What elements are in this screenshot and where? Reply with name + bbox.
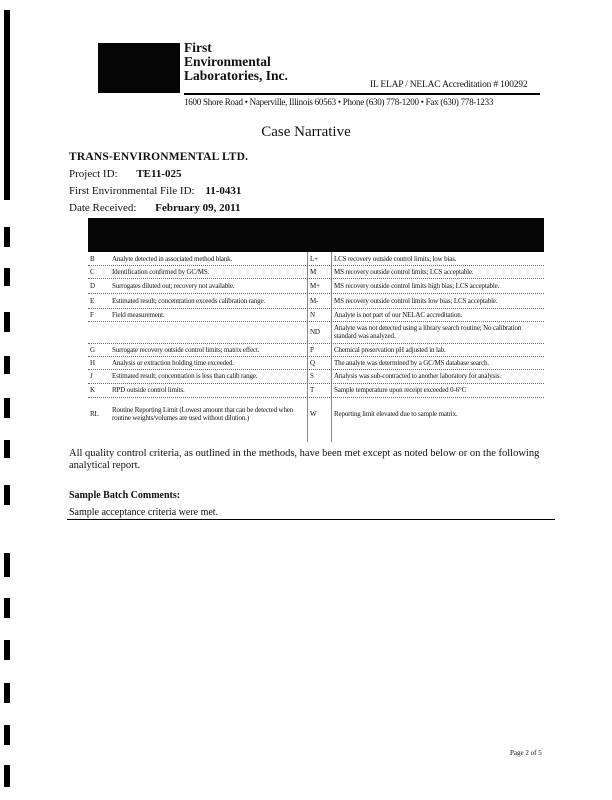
qualifier-description: Analyte was not detected using a library search routine; No calibration standard was analyzed. — [334, 324, 522, 340]
qualifier-code: M — [310, 267, 317, 276]
binder-mark — [4, 683, 10, 703]
table-row — [88, 397, 544, 431]
table-row — [88, 293, 544, 309]
qualifier-code: D — [90, 281, 95, 290]
binder-mark — [4, 725, 10, 745]
binder-mark — [4, 765, 10, 787]
qualifier-code: S — [310, 372, 314, 380]
binder-mark — [4, 356, 10, 374]
qualifier-code: F — [90, 310, 94, 319]
qualifier-code: C — [90, 267, 95, 276]
company-name-line: Laboratories, Inc. — [184, 68, 288, 83]
qualifier-table-header — [88, 218, 544, 252]
qualifier-description: Identification confirmed by GC/MS. — [112, 267, 210, 276]
qualifier-description: MS recovery outside control limits; LCS acceptable. — [334, 267, 474, 276]
project-id-field — [69, 168, 182, 180]
company-name — [184, 41, 288, 83]
qualifier-code: K — [90, 386, 95, 394]
qualifier-description: Surrogates diluted out; recovery not available. — [112, 281, 235, 290]
letterhead-divider — [184, 93, 540, 95]
qualifier-description: Routine Reporting Limit (Lowest amount that can be detected when routine weights/volumes are used without dilution.) — [112, 406, 294, 422]
qualifier-description: Estimated result; concentration is less than calib range. — [112, 372, 258, 380]
company-address: 1600 Shore Road • Naperville, Illinois 60563 • Phone (630) 778-1200 • Fax (630) 778-1233 — [184, 97, 494, 107]
qualifier-code: P — [310, 345, 314, 354]
binder-mark — [4, 10, 10, 200]
date-received-label: Date Received: — [69, 202, 137, 214]
binder-mark — [4, 440, 10, 458]
qualifier-code: B — [90, 254, 95, 263]
qualifier-description: Analyte is not part of our NELAC accreditation. — [334, 310, 463, 319]
qualifier-description: MS recovery outside control limits high bias; LCS acceptable. — [334, 281, 500, 290]
qualifier-code: T — [310, 386, 315, 394]
qc-statement: All quality control criteria, as outlined in the methods, have been met except as noted below or on the following analytical report. — [69, 448, 540, 471]
company-logo — [98, 43, 180, 93]
binder-mark — [4, 598, 10, 618]
qualifier-description: LCS recovery outside control limits; low bias. — [334, 254, 457, 263]
qualifier-code: J — [90, 372, 93, 380]
page-number: Page 2 of 5 — [510, 749, 542, 757]
batch-comments-text: Sample acceptance criteria were met. — [69, 507, 219, 518]
table-row — [88, 369, 544, 384]
qualifier-code: H — [90, 358, 95, 367]
qualifier-code: L+ — [310, 254, 318, 263]
qualifier-description: Reporting limit elevated due to sample matrix. — [334, 410, 458, 418]
binder-mark — [4, 553, 10, 577]
table-row — [88, 343, 544, 357]
qualifier-table — [88, 218, 544, 442]
qualifier-code: M- — [310, 296, 319, 305]
qualifier-code: G — [90, 345, 95, 354]
binder-mark — [4, 640, 10, 660]
qualifier-code: ND — [310, 328, 320, 336]
table-row — [88, 252, 544, 266]
qualifier-description: Surrogate recovery outside control limits; matrix effect. — [112, 345, 260, 354]
qualifier-code: N — [310, 310, 315, 319]
table-row — [88, 265, 544, 279]
client-name: TRANS-ENVIRONMENTAL LTD. — [69, 151, 249, 163]
qualifier-code: W — [310, 410, 317, 418]
qualifier-description: Analysis or extraction holding time exceeded. — [112, 358, 234, 367]
qualifier-code: RL — [90, 410, 99, 418]
file-id-label: First Environmental File ID: — [69, 185, 195, 197]
binder-mark — [4, 312, 10, 332]
table-row — [88, 278, 544, 294]
date-received-value: February 09, 2011 — [155, 202, 241, 214]
company-name-line: Environmental — [184, 54, 271, 69]
qualifier-description: Analysis was sub-contracted to another laboratory for analysis. — [334, 372, 502, 380]
batch-comments-rule — [67, 519, 555, 520]
qualifier-code: Q — [310, 358, 315, 367]
binder-mark — [4, 268, 10, 286]
qualifier-description: Chemical preservation pH adjusted in lab. — [334, 345, 446, 354]
file-id-field — [69, 185, 241, 197]
table-row — [88, 383, 544, 398]
batch-comments-label: Sample Batch Comments: — [69, 490, 181, 501]
table-row — [88, 321, 544, 344]
accreditation-text: IL ELAP / NELAC Accreditation # 100292 — [370, 80, 528, 90]
file-id-value: 11-0431 — [205, 185, 242, 197]
qualifier-description: Analyte detected in associated method blank. — [112, 254, 233, 263]
qualifier-description: RPD outside control limits. — [112, 386, 185, 394]
qualifier-description: The analyte was determined by a GC/MS database search. — [334, 358, 489, 367]
qualifier-description: Estimated result; concentration exceeds calibration range. — [112, 296, 266, 305]
table-row — [88, 308, 544, 322]
qualifier-code: E — [90, 296, 95, 305]
qualifier-description: Sample temperature upon receipt exceeded 0-6°C — [334, 386, 467, 394]
qualifier-description: MS recovery outside control limits low bias; LCS acceptable. — [334, 296, 498, 305]
binder-mark — [4, 485, 10, 505]
company-name-line: First — [184, 40, 212, 55]
table-row — [88, 356, 544, 370]
project-id-label: Project ID: — [69, 168, 118, 180]
project-id-value: TE11-025 — [136, 168, 182, 180]
qualifier-description: Field measurement. — [112, 310, 165, 319]
date-received-field — [69, 202, 241, 214]
qualifier-code: M+ — [310, 281, 320, 290]
page-title: Case Narrative — [261, 124, 351, 140]
binder-mark — [4, 227, 10, 247]
binder-mark — [4, 398, 10, 418]
